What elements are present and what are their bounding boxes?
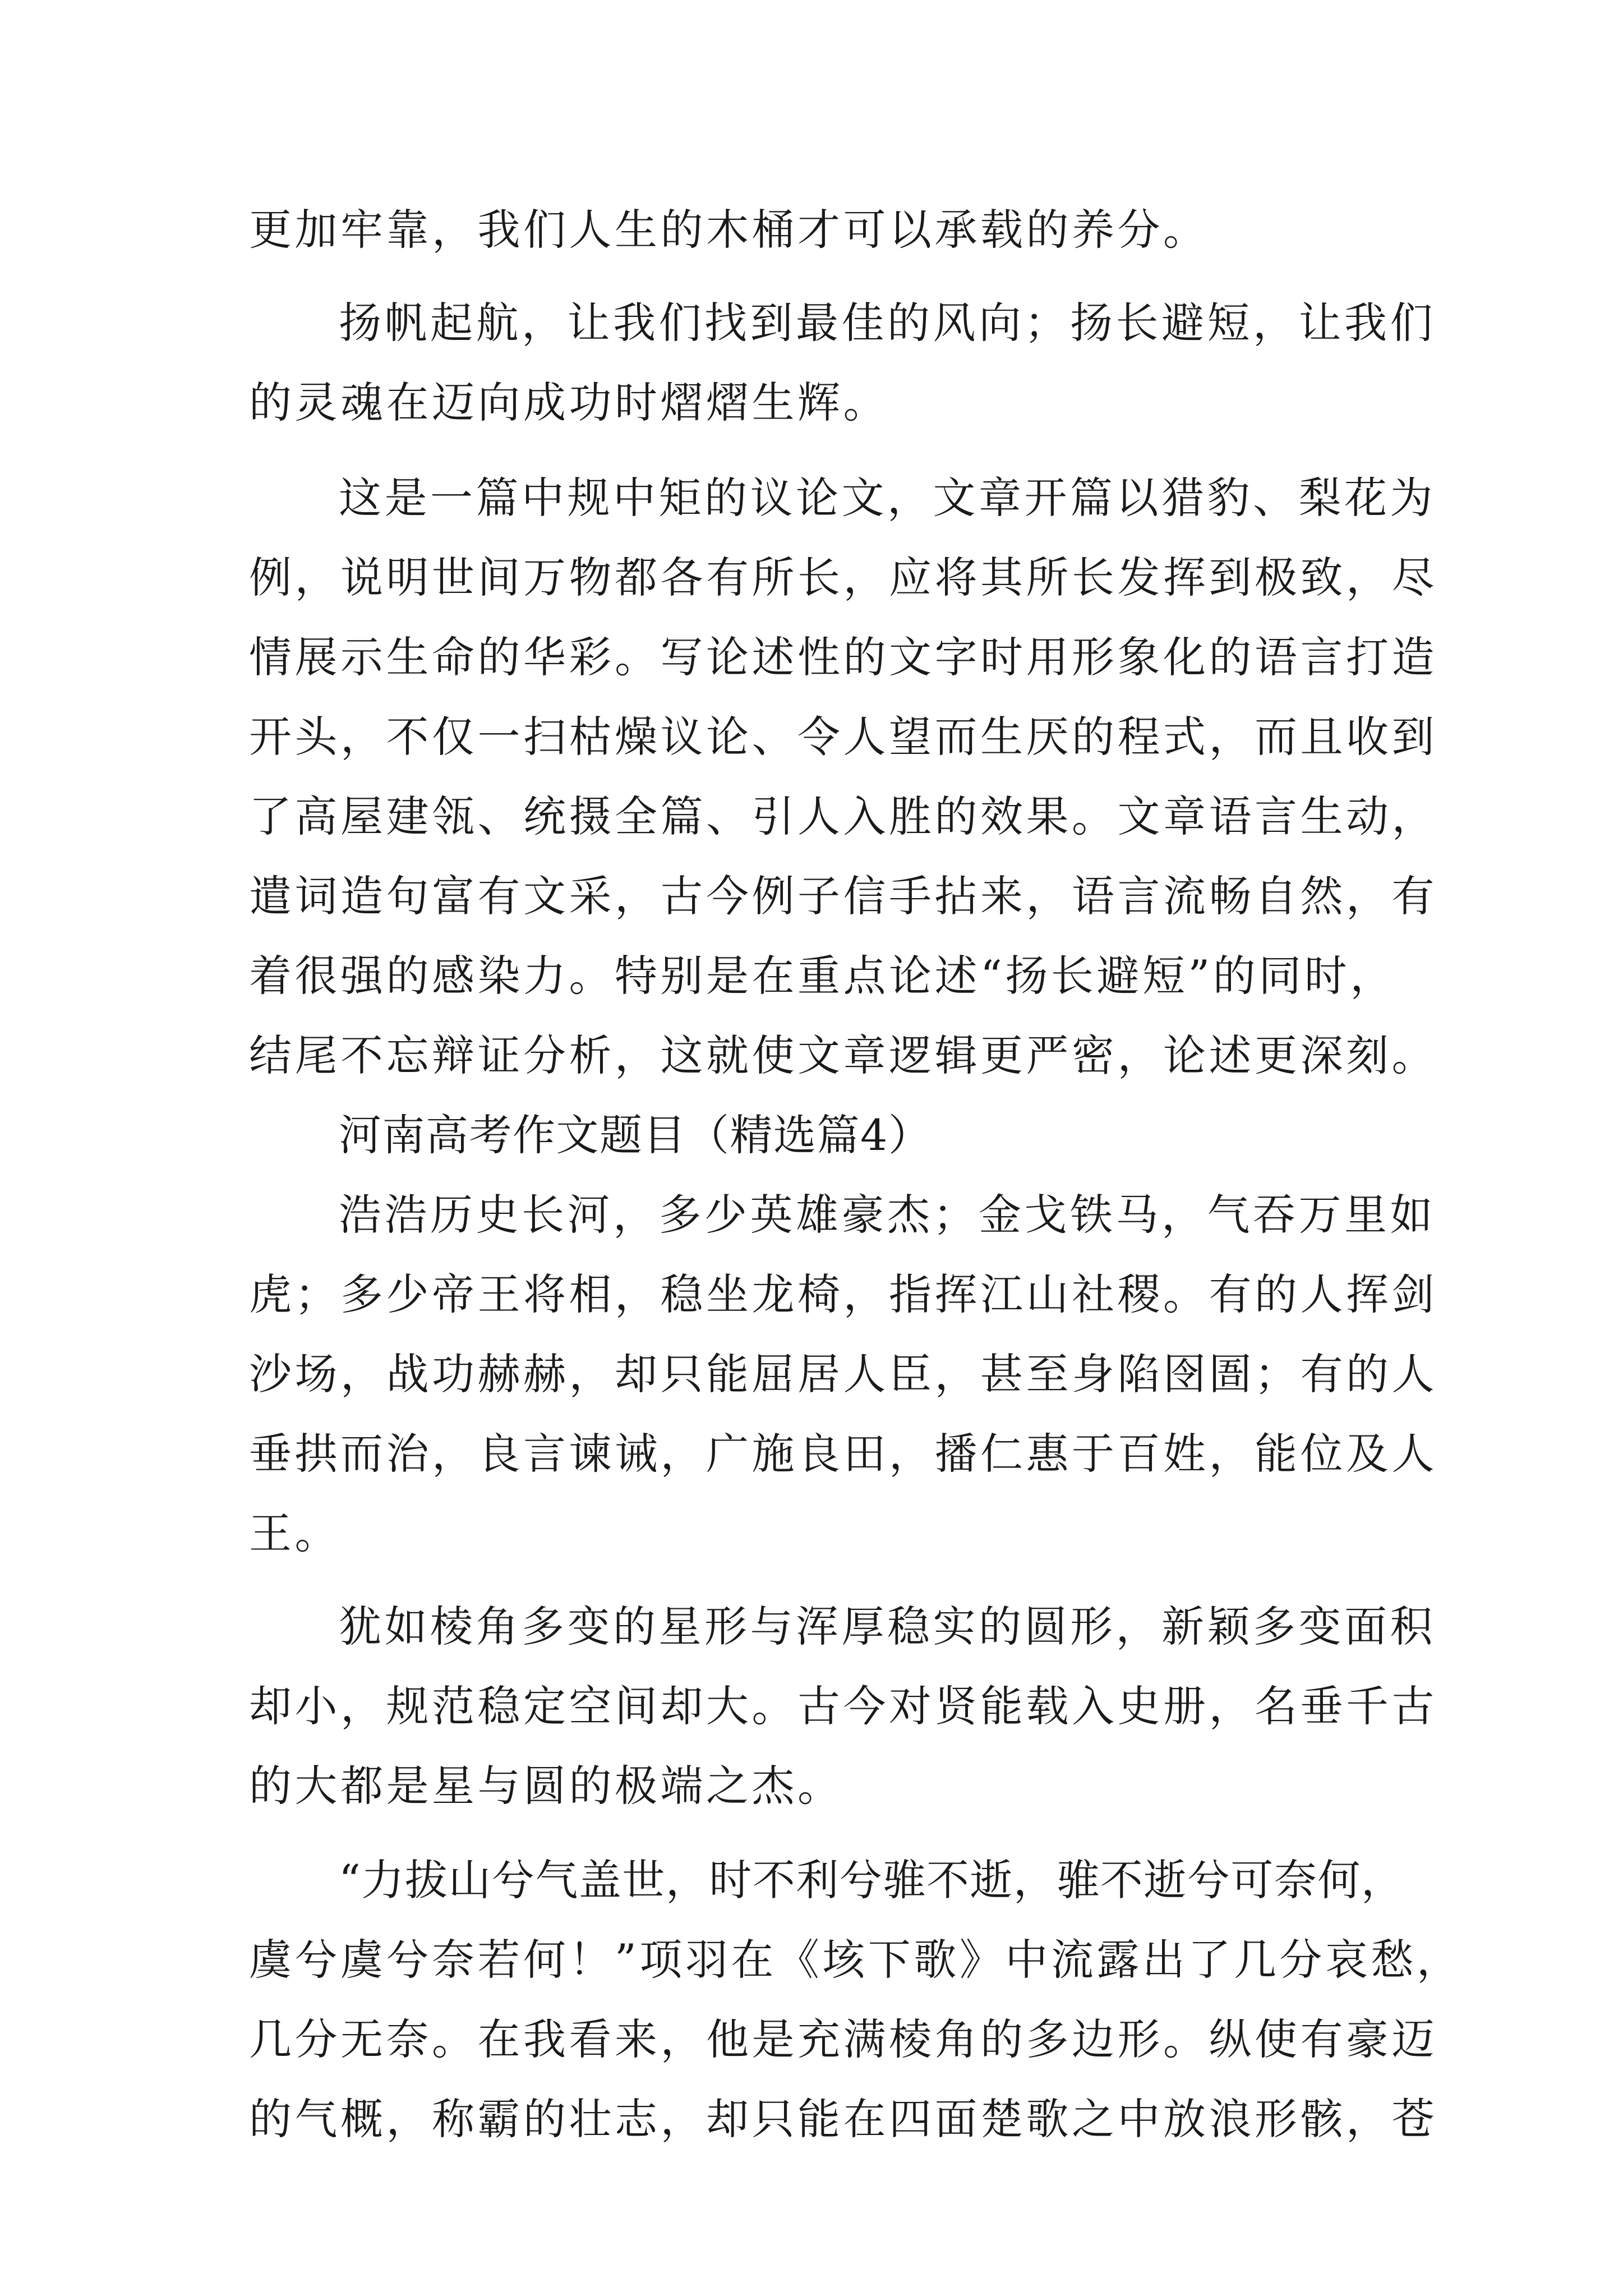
text-line: 着很强的感染力。特别是在重点论述“扬长避短”的同时， [249, 951, 1396, 1001]
text-line: 沙场，战功赫赫，却只能屈居人臣，甚至身陷囹圄；有的人 [249, 1349, 1437, 1399]
text-line: 几分无奈。在我看来，他是充满棱角的多边形。纵使有豪迈 [249, 2014, 1437, 2064]
text-line: 遣词造句富有文采，古今例子信手拈来，语言流畅自然，有 [249, 871, 1437, 921]
text-line: 这是一篇中规中矩的议论文，文章开篇以猎豹、梨花为 [339, 473, 1436, 523]
text-line: 情展示生命的华彩。写论述性的文字时用形象化的语言打造 [249, 632, 1437, 682]
text-line: 的气概，称霸的壮志，却只能在四面楚歌之中放浪形骸，苍 [249, 2094, 1437, 2144]
text-line: 犹如棱角多变的星形与浑厚稳实的圆形，新颖多变面积 [339, 1602, 1436, 1651]
text-line: 的大都是星与圆的极端之杰。 [249, 1761, 843, 1811]
text-line: 更加牢靠，我们人生的木桶才可以承载的养分。 [249, 205, 1209, 255]
text-line: 浩浩历史长河，多少英雄豪杰；金戈铁马，气吞万里如 [339, 1190, 1436, 1240]
text-line: 的灵魂在迈向成功时熠熠生辉。 [249, 378, 889, 427]
text-line: 扬帆起航，让我们找到最佳的风向；扬长避短，让我们 [339, 298, 1436, 348]
text-line: 虎；多少帝王将相，稳坐龙椅，指挥江山社稷。有的人挥剑 [249, 1269, 1437, 1319]
text-line: 例，说明世间万物都各有所长，应将其所长发挥到极致，尽 [249, 553, 1437, 602]
text-line: 垂拱而治，良言谏诫，广施良田，播仁惠于百姓，能位及人 [249, 1429, 1437, 1479]
text-line: 虞兮虞兮奈若何！”项羽在《垓下歌》中流露出了几分哀愁， [249, 1935, 1463, 1985]
section-heading: 河南高考作文题目（精选篇4） [339, 1110, 932, 1160]
text-line: 了高屋建瓴、统摄全篇、引人入胜的效果。文章语言生动， [249, 792, 1437, 841]
text-line: 结尾不忘辩证分析，这就使文章逻辑更严密，论述更深刻。 [249, 1030, 1437, 1080]
text-line: 王。 [249, 1508, 340, 1558]
text-line: “力拔山兮气盖世，时不利兮骓不逝，骓不逝兮可奈何， [339, 1855, 1405, 1905]
text-line: 开头，不仅一扫枯燥议论、令人望而生厌的程式，而且收到 [249, 712, 1437, 762]
text-line: 却小，规范稳定空间却大。古今对贤能载入史册，名垂千古 [249, 1681, 1437, 1731]
